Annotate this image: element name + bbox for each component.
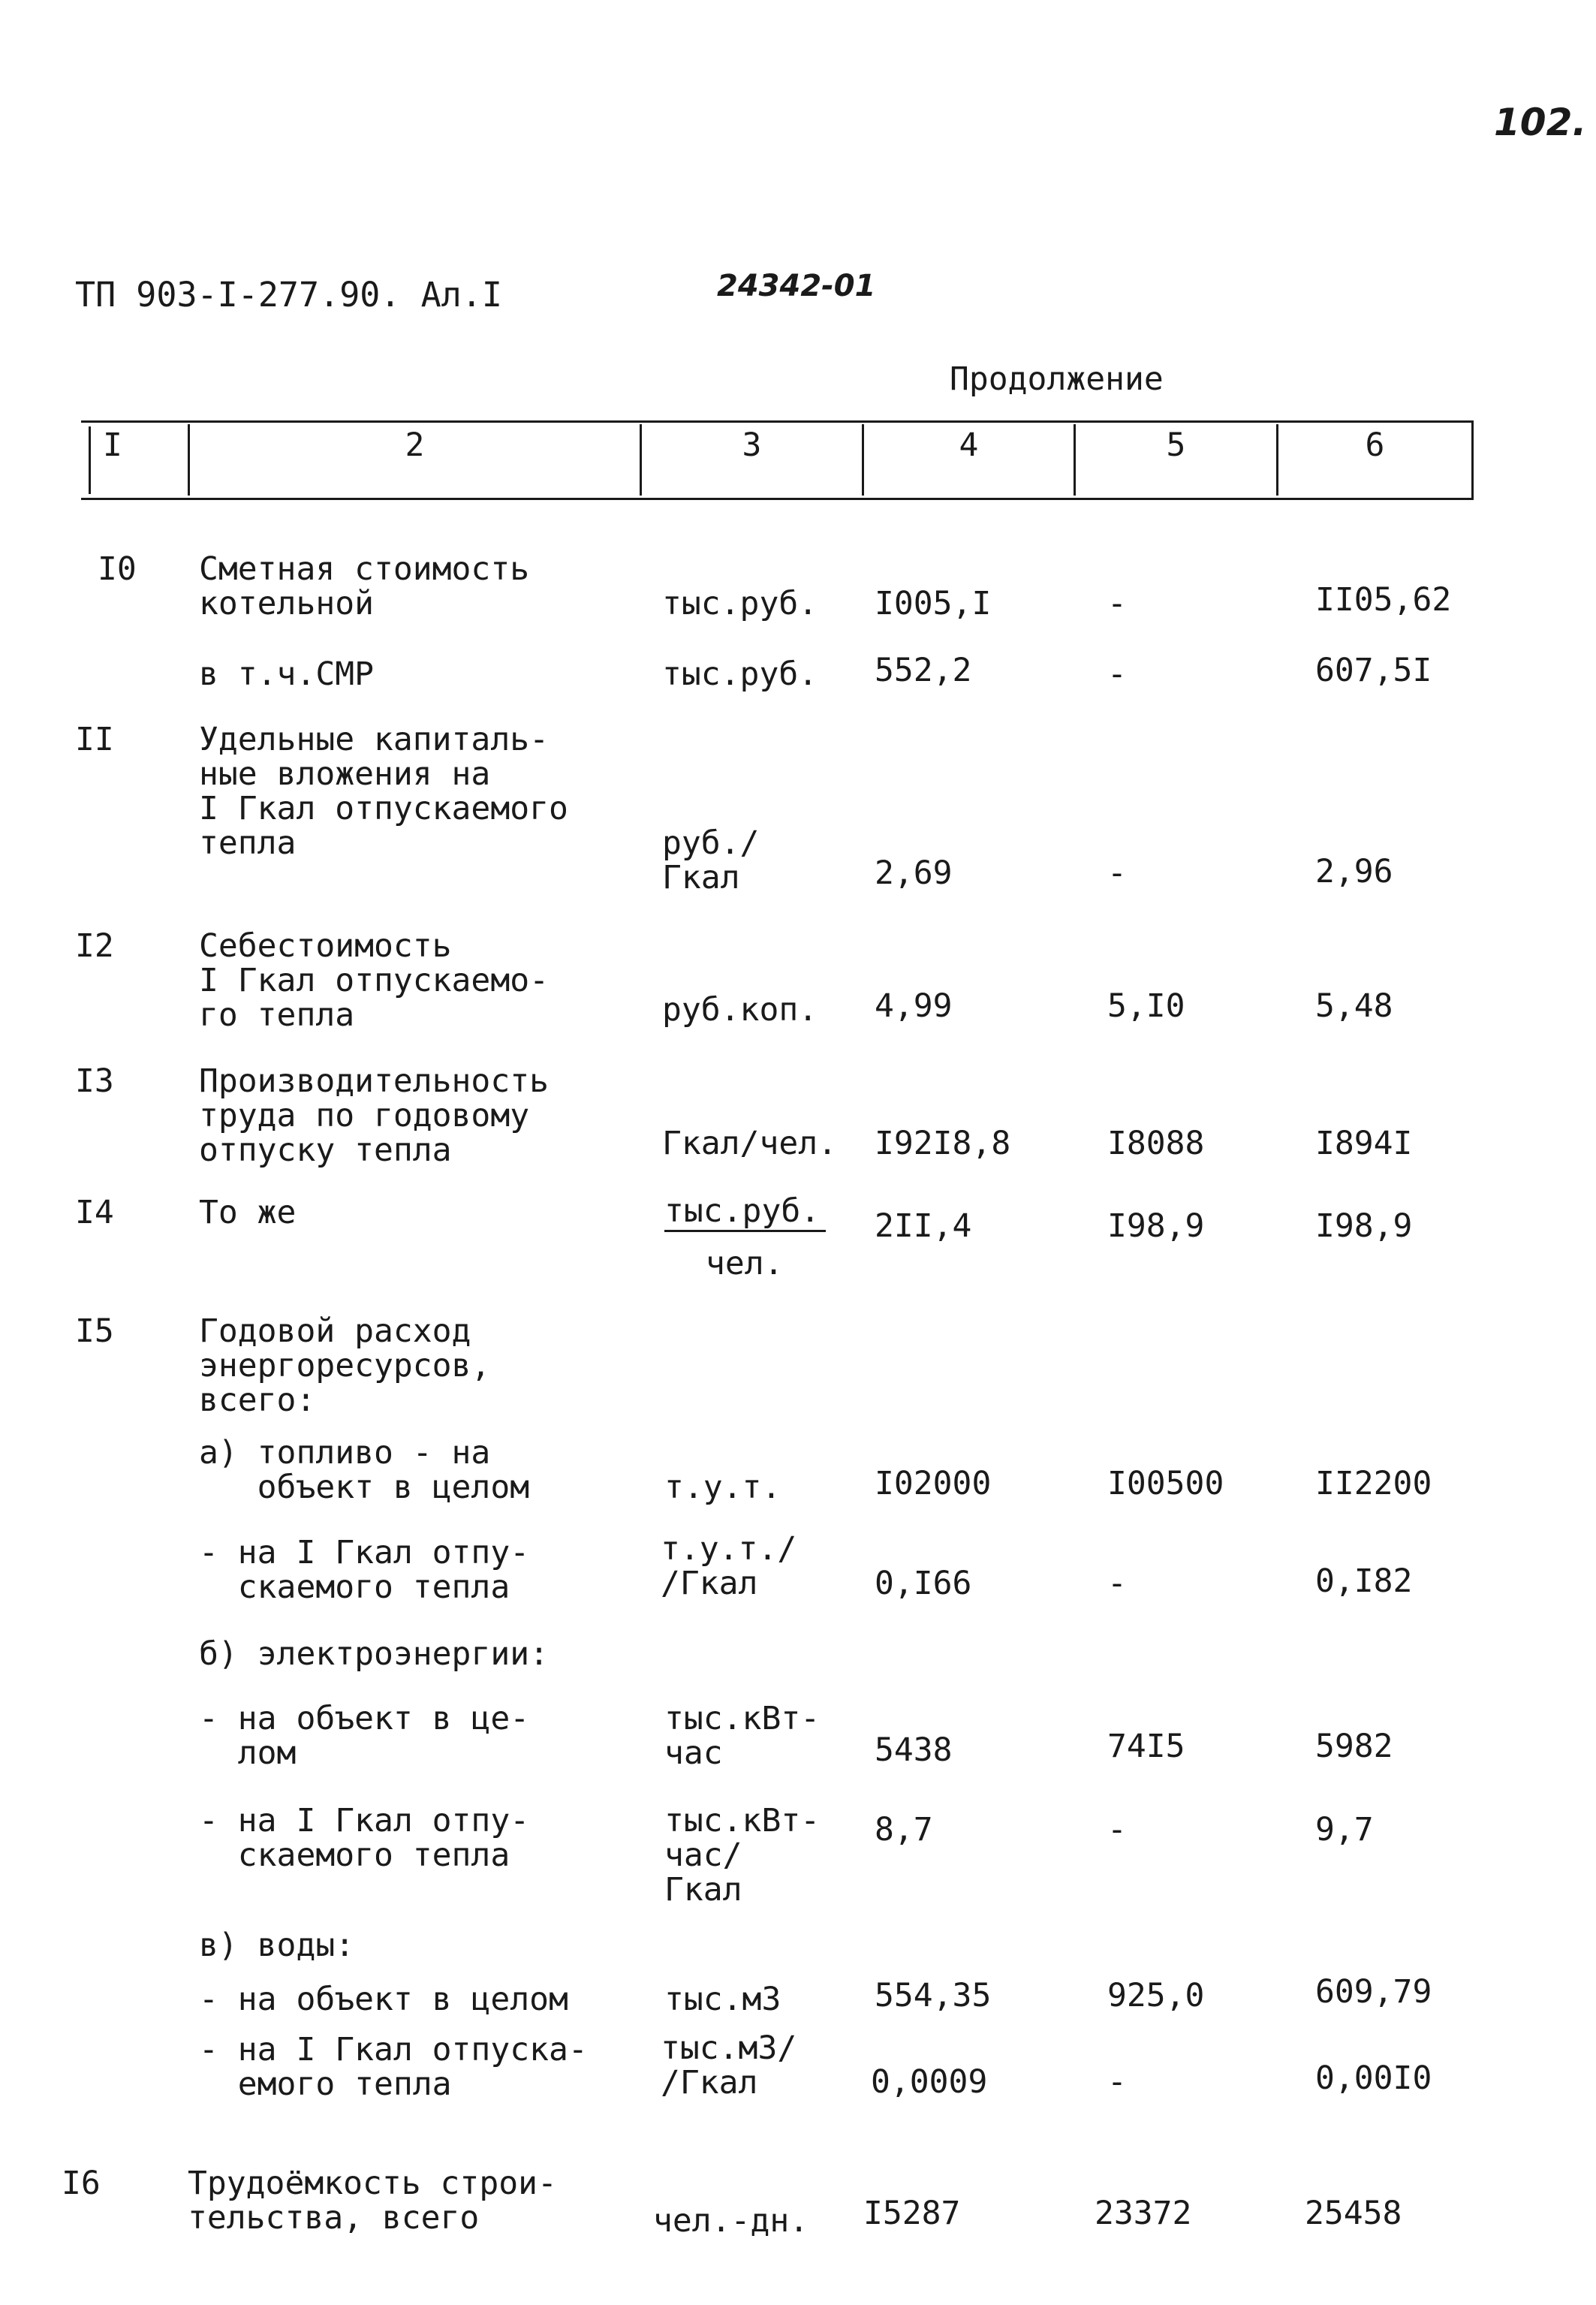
value-col6: 25458 [1305, 2195, 1402, 2232]
indicator-name: а) топливо - на объект в целом [199, 1434, 530, 1506]
indicator-name: Производительность труда по годовому отпуску тепла [199, 1062, 549, 1169]
value-col5: I00500 [1107, 1465, 1224, 1502]
indicator-name: в) воды: [199, 1927, 355, 1964]
value-col6: 0,00I0 [1315, 2059, 1432, 2097]
column-header-1: I [103, 426, 122, 464]
value-col5: - [1107, 585, 1127, 622]
unit: тыс.кВт- час/ Гкал [664, 1802, 821, 1909]
indicator-name: б) электроэнергии: [199, 1635, 549, 1673]
indicator-name: То же [199, 1194, 297, 1231]
page-number: 102. [1494, 101, 1587, 144]
fraction-line [664, 1230, 826, 1232]
unit: т.у.т. [664, 1469, 781, 1506]
column-header-3: 3 [742, 426, 762, 464]
value-col5: - [1107, 1811, 1127, 1849]
indicator-name: - на объект в целом [199, 1981, 568, 2018]
unit: т.у.т./ /Гкал [661, 1530, 797, 1602]
value-col4: 0,0009 [871, 2063, 988, 2101]
value-col6: 5,48 [1315, 987, 1393, 1025]
unit: тыс.руб. [662, 655, 818, 693]
row-number: I2 [75, 927, 114, 965]
unit: тыс.м3 [664, 1981, 781, 2018]
value-col5: - [1107, 1565, 1127, 1602]
indicator-name: - на I Гкал отпуска- емого тепла [199, 2031, 588, 2103]
value-col6: I894I [1315, 1125, 1413, 1162]
value-col6: II05,62 [1315, 581, 1452, 619]
row-number: I5 [75, 1312, 114, 1350]
unit: Гкал/чел. [662, 1125, 837, 1162]
value-col6: 0,I82 [1315, 1562, 1413, 1600]
value-col4: 2,69 [875, 854, 953, 892]
value-col5: - [1107, 655, 1127, 693]
row-number: I4 [75, 1194, 114, 1231]
value-col5: 5,I0 [1107, 987, 1185, 1025]
unit: чел.-дн. [653, 2202, 809, 2240]
value-col5: I98,9 [1107, 1207, 1205, 1245]
value-col5: - [1107, 854, 1127, 892]
indicator-name: Себестоимость I Гкал отпускаемо- го тепла [199, 927, 549, 1034]
value-col6: 607,5I [1315, 652, 1432, 689]
document-number: 24342-01 [717, 269, 876, 303]
value-col5: I8088 [1107, 1125, 1205, 1162]
indicator-name: - на объект в це- лом [199, 1700, 530, 1772]
value-col4: 2II,4 [875, 1207, 972, 1245]
value-col4: 552,2 [875, 652, 972, 689]
value-col5: 74I5 [1107, 1728, 1185, 1765]
document-code: ТП 903-I-277.90. Ал.I [75, 275, 502, 315]
value-col6: 9,7 [1315, 1811, 1374, 1849]
indicator-name: Трудоёмкость строи- тельства, всего [188, 2165, 557, 2237]
row-number: II [75, 721, 114, 758]
row-number: I0 [98, 550, 137, 588]
column-header-6: 6 [1365, 426, 1385, 464]
value-col4: I02000 [875, 1465, 992, 1502]
value-col4: I5287 [863, 2195, 961, 2232]
value-col5: 23372 [1095, 2195, 1192, 2232]
indicator-name: Удельные капиталь- ные вложения на I Гкал отпускаемого тепла [199, 721, 568, 862]
column-header-2: 2 [405, 426, 425, 464]
value-col6: 5982 [1315, 1728, 1393, 1765]
unit-numerator: тыс.руб. [664, 1192, 821, 1230]
unit: тыс.кВт- час [664, 1700, 821, 1772]
indicator-name: - на I Гкал отпу- скаемого тепла [199, 1534, 530, 1606]
value-col6: II2200 [1315, 1465, 1432, 1502]
unit: тыс.м3/ /Гкал [661, 2029, 797, 2102]
row-number: I3 [75, 1062, 114, 1100]
value-col6: 2,96 [1315, 853, 1393, 890]
column-header-4: 4 [959, 426, 979, 464]
row-number: I6 [62, 2165, 101, 2202]
value-col5: 925,0 [1107, 1977, 1205, 2014]
indicator-name: в т.ч.СМР [199, 655, 374, 693]
value-col4: 0,I66 [875, 1565, 972, 1602]
value-col4: I005,I [875, 585, 992, 622]
unit: руб./ Гкал [662, 824, 760, 896]
unit-denominator: чел. [706, 1245, 784, 1282]
value-col4: I92I8,8 [875, 1125, 1011, 1162]
unit: руб.коп. [662, 991, 818, 1029]
value-col6: 609,79 [1315, 1973, 1432, 2011]
value-col6: I98,9 [1315, 1207, 1413, 1245]
value-col4: 4,99 [875, 987, 953, 1025]
indicator-name: - на I Гкал отпу- скаемого тепла [199, 1802, 530, 1874]
column-header-5: 5 [1166, 426, 1186, 464]
indicator-name: Сметная стоимость котельной [199, 550, 530, 622]
unit: тыс.руб. [662, 585, 818, 622]
value-col4: 554,35 [875, 1977, 992, 2014]
value-col5: - [1107, 2063, 1127, 2101]
value-col4: 8,7 [875, 1811, 933, 1849]
indicator-name: Годовой расход энергоресурсов, всего: [199, 1312, 491, 1419]
continuation-label: Продолжение [950, 360, 1164, 398]
value-col4: 5438 [875, 1731, 953, 1769]
